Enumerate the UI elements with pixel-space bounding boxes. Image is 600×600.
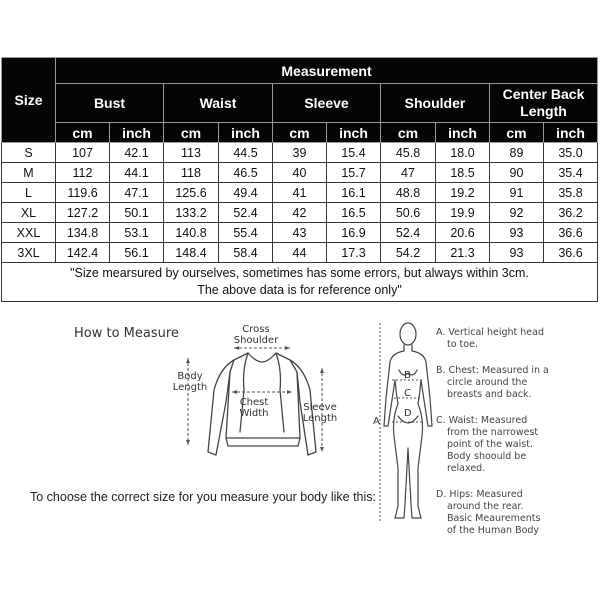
table-cell: 19.9 [436,203,490,223]
table-cell: 45.8 [381,143,436,163]
measurement-header-row [2,58,598,84]
table-cell: 89 [490,143,544,163]
size-label: XL [2,203,56,223]
size-label: S [2,143,56,163]
table-cell: 112 [56,163,110,183]
note-line: C. Waist: Measured [436,415,528,426]
table-cell: 16.9 [327,223,381,243]
body-length-label [168,371,212,393]
unit-header: inch [219,123,273,143]
table-cell: 44.1 [110,163,164,183]
table-row [2,243,598,263]
note-line: Basic Meaurements [447,513,541,524]
table-cell: 93 [490,243,544,263]
unit-header: cm [381,123,436,143]
note-line: D. Hips: Measured [436,489,523,500]
table-cell: 35.8 [544,183,598,203]
size-label: XXL [2,223,56,243]
table-cell: 40 [273,163,327,183]
unit-header: cm [164,123,219,143]
jacket-outline [226,353,300,438]
table-cell: 48.8 [381,183,436,203]
table-row [2,163,598,183]
label-line: Width [239,408,269,419]
marker-b: B [404,370,411,381]
size-chart-table [1,57,598,302]
table-cell: 36.6 [544,243,598,263]
marker-a: A [373,416,380,427]
table-cell: 15.7 [327,163,381,183]
unit-header: inch [110,123,164,143]
cross-shoulder-label [226,324,286,346]
size-label: L [2,183,56,203]
table-cell: 50.6 [381,203,436,223]
size-label: M [2,163,56,183]
note-line: breasts and back. [447,389,532,400]
table-cell: 21.3 [436,243,490,263]
table-cell: 90 [490,163,544,183]
table-cell: 18.0 [436,143,490,163]
note-line: circle around the [447,377,528,388]
waist-header: Waist [164,84,273,123]
table-note [2,263,598,302]
table-row [2,183,598,203]
table-cell: 35.4 [544,163,598,183]
note-line: Body shoould be [447,451,527,462]
table-cell: 55.4 [219,223,273,243]
table-cell: 127.2 [56,203,110,223]
note-line: B. Chest: Measured in a [436,365,549,376]
note-line: around the rear. [447,501,524,512]
table-note-row [2,263,598,302]
table-cell: 142.4 [56,243,110,263]
note-d [436,489,596,537]
table-cell: 35.0 [544,143,598,163]
group-header-row [2,84,598,123]
bust-header: Bust [56,84,164,123]
table-row [2,203,598,223]
table-cell: 47.1 [110,183,164,203]
table-cell: 52.4 [219,203,273,223]
note-b [436,365,596,401]
table-cell: 54.2 [381,243,436,263]
table-cell: 36.2 [544,203,598,223]
chest-width-label [232,397,276,419]
size-label: 3XL [2,243,56,263]
unit-header: inch [327,123,381,143]
table-cell: 42.1 [110,143,164,163]
table-cell: 42 [273,203,327,223]
table-row [2,143,598,163]
unit-header: cm [490,123,544,143]
note-line: The above data is for reference only" [197,283,402,297]
table-cell: 118 [164,163,219,183]
table-cell: 15.4 [327,143,381,163]
marker-c: C [404,388,411,399]
note-line: to toe. [447,339,478,350]
table-cell: 43 [273,223,327,243]
table-cell: 44 [273,243,327,263]
table-cell: 47 [381,163,436,183]
measure-instruction: To choose the correct size for you measure your body like this: [30,490,376,504]
head [400,323,416,345]
label-line: Body [177,371,203,382]
label-line: Sleeve [303,402,337,413]
table-cell: 93 [490,223,544,243]
marker-d: D [404,408,412,419]
unit-header: inch [436,123,490,143]
table-cell: 49.4 [219,183,273,203]
label-line: Shoulder [233,335,279,346]
table-cell: 18.5 [436,163,490,183]
how-to-measure-title: How to Measure [74,326,179,341]
note-line: A. Vertical height head [436,327,544,338]
note-line: relaxed. [447,463,486,474]
label-line: Length [172,382,208,393]
label-line: Chest [239,397,269,408]
table-row [2,223,598,243]
table-cell: 20.6 [436,223,490,243]
note-line: from the narrowest [447,427,539,438]
table-cell: 56.1 [110,243,164,263]
table-cell: 52.4 [381,223,436,243]
note-line: point of the waist. [447,439,533,450]
table-cell: 113 [164,143,219,163]
table-cell: 50.1 [110,203,164,223]
table-cell: 107 [56,143,110,163]
table-cell: 17.3 [327,243,381,263]
table-cell: 92 [490,203,544,223]
table-cell: 41 [273,183,327,203]
table-cell: 140.8 [164,223,219,243]
sleeve-length-label [298,402,342,424]
note-line: of the Human Body [447,525,540,536]
unit-header: cm [273,123,327,143]
table-cell: 36.6 [544,223,598,243]
table-cell: 53.1 [110,223,164,243]
table-cell: 39 [273,143,327,163]
table-cell: 44.5 [219,143,273,163]
table-cell: 16.5 [327,203,381,223]
sleeve-header: Sleeve [273,84,381,123]
table-cell: 58.4 [219,243,273,263]
note-c [436,415,596,475]
note-a [436,327,596,351]
size-chart-body [2,58,598,302]
label-line: Length [302,413,338,424]
unit-header: cm [56,123,110,143]
jacket-hem [226,438,300,446]
table-cell: 119.6 [56,183,110,203]
unit-header-row [2,123,598,143]
table-cell: 133.2 [164,203,219,223]
table-cell: 16.1 [327,183,381,203]
table-cell: 46.5 [219,163,273,183]
measurement-header: Measurement [56,58,598,84]
table-cell: 134.8 [56,223,110,243]
note-line: "Size mearsured by ourselves, sometimes has some errors, but always within 3cm. [70,266,529,280]
center-back-length-header: Center Back Length [490,84,598,123]
shoulder-header: Shoulder [381,84,490,123]
unit-header: inch [544,123,598,143]
table-cell: 125.6 [164,183,219,203]
table-cell: 91 [490,183,544,203]
size-header: Size [2,58,56,143]
label-line: Cross [242,324,270,335]
table-cell: 148.4 [164,243,219,263]
table-cell: 19.2 [436,183,490,203]
